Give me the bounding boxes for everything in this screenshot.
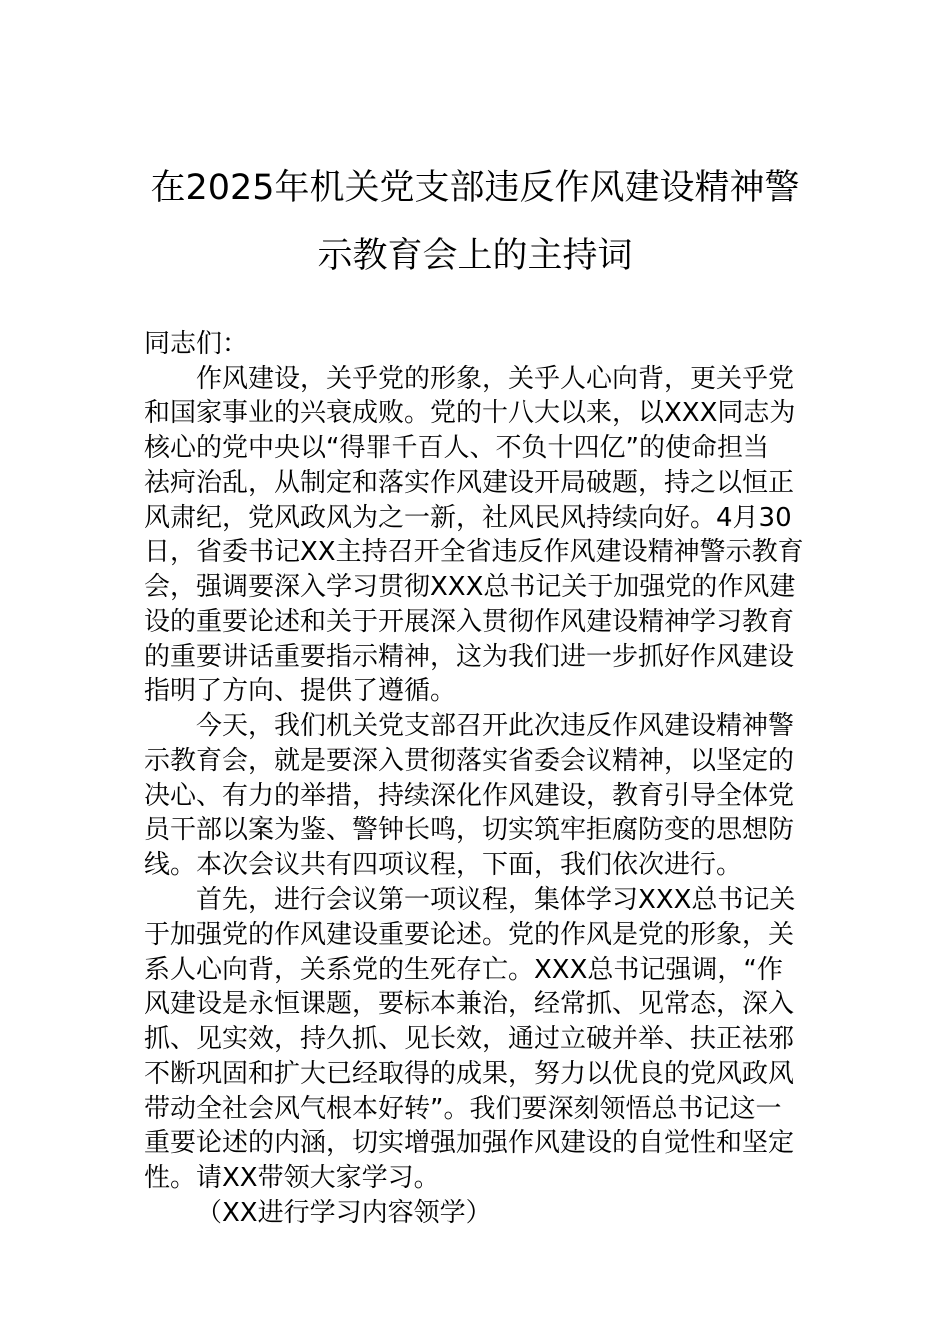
paragraph-2-line-3: 决心、有力的举措，持续深化作风建设，教育引导全体党 [144,781,795,811]
paragraph-3-line-8: 重要论述的内涵，切实增强加强作风建设的自觉性和坚定 [144,1128,795,1158]
document-title-line-2: 示教育会上的主持词 [317,236,633,276]
paragraph-1-line-9: 的重要讲话重要指示精神，这为我们进一步抓好作风建设 [144,642,795,672]
paragraph-1-line-7: 会，强调要深入学习贯彻XXX总书记关于加强党的作风建 [144,572,796,602]
paragraph-1-line-6: 日，省委书记XX主持召开全省违反作风建设精神警示教育 [144,537,804,567]
paragraph-2-line-5: 线。本次会议共有四项议程，下面，我们依次进行。 [144,850,743,880]
paragraph-2-line-1: 今天，我们机关党支部召开此次违反作风建设精神警 [196,711,795,741]
paragraph-3-line-4: 风建设是永恒课题，要标本兼治，经常抓、见常态，深入 [144,989,795,1019]
salutation: 同志们： [144,329,249,359]
document-title-line-1: 在2025年机关党支部违反作风建设精神警 [150,168,800,208]
paragraph-2-line-4: 员干部以案为鉴、警钟长鸣，切实筑牢拒腐防变的思想防 [144,815,795,845]
paragraph-1-line-3: 核心的党中央以“得罪千百人、不负十四亿”的使命担当 [144,433,769,463]
paragraph-3-line-1: 首先，进行会议第一项议程，集体学习XXX总书记关 [196,885,796,915]
paragraph-1-line-5: 风肃纪，党风政风为之一新，社风民风持续向好。4月30 [144,503,792,533]
paragraph-3-line-3: 系人心向背，关系党的生死存亡。XXX总书记强调，“作 [144,955,783,985]
paragraph-3-line-2: 于加强党的作风建设重要论述。党的作风是党的形象，关 [144,920,795,950]
paragraph-3-line-9: 性。请XX带领大家学习。 [144,1163,440,1193]
paragraph-1-line-2: 和国家事业的兴衰成败。党的十八大以来，以XXX同志为 [144,398,796,428]
paragraph-4-line-1: （XX进行学习内容领学） [196,1198,492,1228]
paragraph-1-line-10: 指明了方向、提供了遵循。 [144,676,457,706]
paragraph-1-line-8: 设的重要论述和关于开展深入贯彻作风建设精神学习教育 [144,607,795,637]
paragraph-1-line-4: 祛疴治乱，从制定和落实作风建设开局破题，持之以恒正 [144,468,795,498]
paragraph-3-line-7: 带动全社会风气根本好转”。我们要深刻领悟总书记这一 [144,1094,782,1124]
paragraph-3-line-6: 不断巩固和扩大已经取得的成果，努力以优良的党风政风 [144,1059,795,1089]
paragraph-3-line-5: 抓、见实效，持久抓、见长效，通过立破并举、扶正祛邪 [144,1024,795,1054]
paragraph-1-line-1: 作风建设，关乎党的形象，关乎人心向背，更关乎党 [196,364,795,394]
paragraph-2-line-2: 示教育会，就是要深入贯彻落实省委会议精神，以坚定的 [144,746,795,776]
